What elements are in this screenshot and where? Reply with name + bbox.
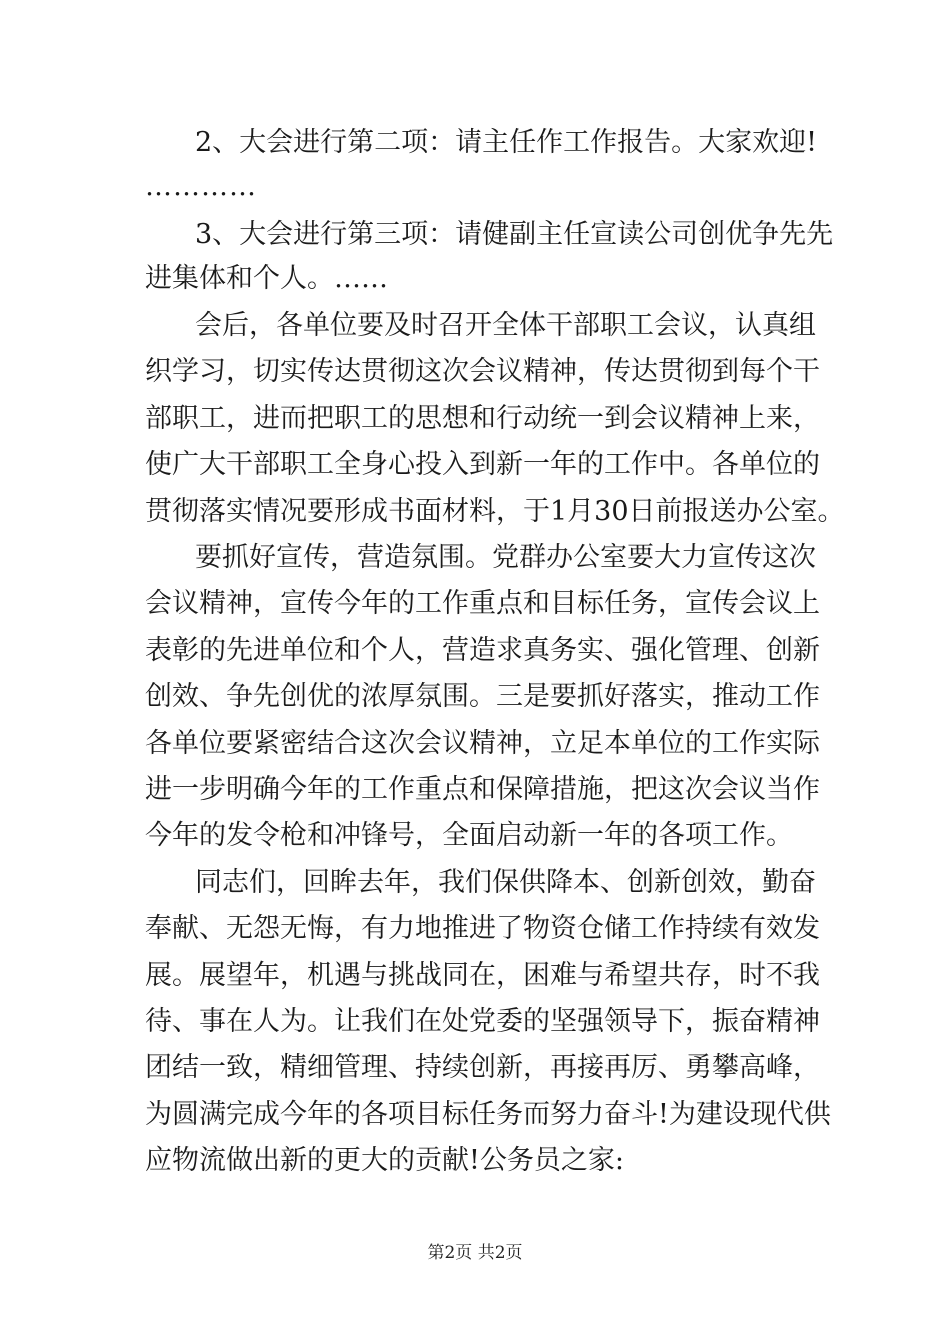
text-line: 各单位要紧密结合这次会议精神，立足本单位的工作实际 (145, 728, 820, 759)
text-line: 展。展望年，机遇与挑战同在，困难与希望共存，时不我 (145, 960, 820, 991)
text-line: 今年的发令枪和冲锋号，全面启动新一年的各项工作。 (145, 820, 793, 851)
text-line: 会后，各单位要及时召开全体干部职工会议，认真组 (195, 310, 816, 341)
text-line: 为圆满完成今年的各项目标任务而努力奋斗!为建设现代供 (145, 1099, 831, 1130)
text-line: 创效、争先创优的浓厚氛围。三是要抓好落实，推动工作 (145, 681, 820, 712)
text-line: 待、事在人为。让我们在处党委的坚强领导下，振奋精神 (145, 1006, 820, 1037)
text-line: ………… (145, 171, 257, 202)
text-line: 2、大会进行第二项：请主任作工作报告。大家欢迎! (195, 127, 818, 158)
text-line: 表彰的先进单位和个人，营造求真务实、强化管理、创新 (145, 635, 820, 666)
text-line: 贯彻落实情况要形成书面材料，于1月30日前报送办公室。 (145, 496, 845, 527)
text-line: 进一步明确今年的工作重点和保障措施，把这次会议当作 (145, 774, 820, 805)
text-line: 奉献、无怨无悔，有力地推进了物资仓储工作持续有效发 (145, 913, 820, 944)
text-line: 同志们，回眸去年，我们保供降本、创新创效，勤奋 (195, 867, 816, 898)
text-line: 要抓好宣传，营造氛围。党群办公室要大力宣传这次 (195, 542, 816, 573)
text-line: 3、大会进行第三项：请健副主任宣读公司创优争先先 (195, 219, 834, 250)
text-line: 团结一致，精细管理、持续创新，再接再厉、勇攀高峰， (145, 1052, 820, 1083)
text-line: 部职工，进而把职工的思想和行动统一到会议精神上来， (145, 403, 820, 434)
text-line: 会议精神，宣传今年的工作重点和目标任务，宣传会议上 (145, 588, 820, 619)
text-line: 进集体和个人。…… (145, 263, 388, 294)
page-footer: 第2页 共2页 (427, 1243, 523, 1263)
text-line: 织学习，切实传达贯彻这次会议精神，传达贯彻到每个干 (145, 356, 820, 387)
text-line: 使广大干部职工全身心投入到新一年的工作中。各单位的 (145, 449, 820, 480)
text-line: 应物流做出新的更大的贡献!公务员之家: (145, 1145, 624, 1176)
